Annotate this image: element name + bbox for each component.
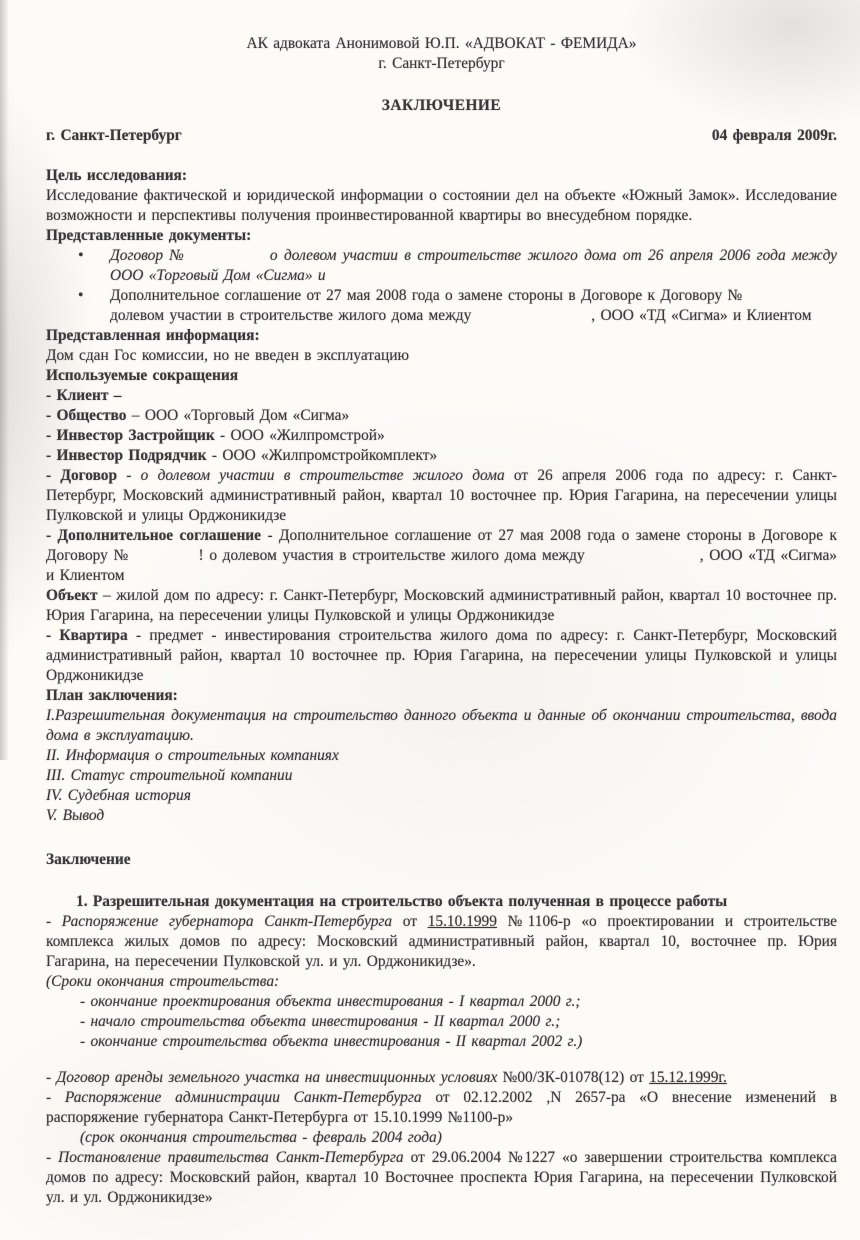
abbr-investor-developer [46, 426, 837, 446]
documents-list [46, 246, 837, 326]
abbr-definition: - ООО «Жилпромстрой» [214, 427, 385, 444]
letterhead-firm: АК адвоката Анонимовой Ю.П. «АДВОКАТ - ФЕМИДА» [246, 35, 637, 52]
reference-text: от 29.06.2004 №1227 «о завершении строительства комплекса домов по адресу: Московский район, квартал 10 Восточнее проспекта Юрия Гагарина, на пересечении Пулковской ул. и ул. Орджоникидзе» [46, 1149, 837, 1206]
dateline-place: г. Санкт-Петербург [46, 127, 182, 144]
abbr-separator: - [117, 467, 141, 484]
form-blank [129, 558, 199, 560]
abbr-definition: - Дополнительное соглашение от 27 мая 2008 года о замене стороны в Договоре к Договору № [46, 527, 837, 564]
plan-heading: План заключения: [46, 687, 178, 704]
supplement-description-1: Дополнительное соглашение от 27 мая 2008 года о замене стороны в Договоре к Договору № [110, 287, 743, 304]
abbr-kvartira [46, 626, 837, 686]
paragraph-dogovor-arendy [46, 1068, 837, 1088]
completion-term-note: (срок окончания строительства - февраль 2004 года) [80, 1129, 442, 1146]
abbr-object [46, 586, 837, 626]
list-item-supplement [46, 286, 837, 326]
abbr-investor-contractor [46, 446, 837, 466]
terms-intro: (Сроки окончания строительства: [46, 973, 280, 990]
reference-date-underlined: 15.12.1999г. [649, 1069, 727, 1086]
dateline-date: 04 февраля 2009г. [711, 127, 837, 144]
plan-item-5: V. Вывод [46, 807, 105, 824]
supplement-description-2: долевом участии в строительстве жилого дома между [110, 307, 472, 324]
info-body: Дом сдан Гос комиссии, но не введен в эксплуатацию [46, 347, 409, 364]
paragraph-rasporyazhenie-administracii [46, 1088, 837, 1128]
form-blank [471, 318, 591, 320]
plan-item-3: III. Статус строительной компании [46, 767, 293, 784]
abbr-term: - Инвестор Застройщик [46, 427, 215, 444]
reference-number: №00/ЗК-01078(12) от [502, 1069, 650, 1086]
reference-date-underlined: 15.10.1999 [427, 913, 497, 930]
paragraph-rasporyazhenie-gubernatora [46, 912, 837, 972]
abbr-term: Объект [46, 587, 98, 604]
form-blank [185, 258, 270, 260]
documents-heading: Представленные документы: [46, 227, 252, 244]
abbr-society [46, 406, 837, 426]
abbr-term: - Инвестор Подрядчик [46, 447, 207, 464]
reference-text: от [392, 913, 428, 930]
abbr-term: - Общество [46, 407, 127, 424]
abbr-definition: - ООО «Жилпромстройкомплект» [206, 447, 438, 464]
term-item-2: - начало строительства объекта инвестирования - II квартал 2000 г.; [80, 1013, 561, 1030]
contract-description: о долевом участии в строительстве жилого дома от 26 апреля 2006 года между ООО «Торговый Дом «Сигма» и [110, 247, 837, 284]
supplement-description-3: , ООО «ТД «Сигма» и Клиентом [591, 307, 812, 324]
abbr-term: - Клиент – [46, 387, 122, 404]
document-reference: - Распоряжение администрации Санкт-Петербурга [46, 1089, 422, 1106]
abbreviations-heading: Используемые сокращения [46, 367, 239, 384]
abbr-definition: – жилой дом по адресу: г. Санкт-Петербург, Московский административный район, квартал 10 восточнее пр. Юрия Гагарина, на пересечении улицы Пулковской и улицы Орджоникидзе [46, 587, 837, 624]
paragraph-postanovlenie [46, 1148, 837, 1208]
reference-text: от 02.12.2002 ,N 2657-ра «О внесение изменений в распоряжение губернатора Санкт-Петербурга от 15.10.1999 №1100-р» [46, 1089, 837, 1126]
document-reference: - Постановление правительства Санкт-Петербурга [46, 1149, 404, 1166]
document-title: ЗАКЛЮЧЕНИЕ [381, 97, 502, 114]
term-item-3: - окончание строительства объекта инвестирования - II квартал 2002 г.) [80, 1033, 583, 1050]
purpose-body: Исследование фактической и юридической информации о состоянии дел на объекте «Южный Замок». Исследование возможности и перспективы получения проинвестированной квартиры во внесудебном порядке. [46, 187, 837, 224]
dateline [46, 126, 837, 146]
plan-item-1: I.Разрешительная документация на строительство данного объекта и данные об окончании строительства, ввода дома в эксплуатацию. [46, 707, 837, 744]
abbr-client [46, 386, 837, 406]
abbr-definition-italic: о долевом участии в строительстве жилого дома [140, 467, 505, 484]
plan-item-4: IV. Судебная история [46, 787, 191, 804]
term-item-1: - окончание проектирования объекта инвестирования - I квартал 2000 г.; [80, 993, 581, 1010]
reference-text: №1106-р «о проектировании и строительстве комплекса жилых домов по адресу: Московский административный район, квартал 10, восточнее пр. Юрия Гагарина, на пересечении Пулковской ул. и ул. Орджоникидзе». [46, 913, 838, 970]
purpose-heading: Цель исследования: [46, 167, 188, 184]
info-heading: Представленная информация: [46, 327, 260, 344]
document-reference: - Договор аренды земельного участка на инвестиционных условиях [46, 1069, 503, 1086]
conclusion-heading: Заключение [46, 851, 131, 868]
abbr-definition: – ООО «Торговый Дом «Сигма» [126, 407, 350, 424]
abbr-term: - Дополнительное соглашение [46, 527, 262, 544]
plan-item-2: II. Информация о строительных компаниях [46, 747, 339, 764]
abbr-definition: , ООО «ТД «Сигма» и Клиентом [46, 547, 837, 584]
abbr-definition: от 26 апреля 2006 года по адресу: г. Санкт-Петербург, Московский административный район, квартал 10 восточнее пр. Юрия Гагарина, на пересечении улицы Пулковской и улицы Орджоникидзе [46, 467, 838, 524]
form-blank [585, 558, 700, 560]
abbr-definition: ! о долевом участия в строительстве жилого дома между [198, 547, 585, 564]
abbr-term: - Договор [46, 467, 118, 484]
contract-number-label: Договор № [110, 247, 185, 264]
abbr-dogovor [46, 466, 837, 526]
document-reference: - Распоряжение губернатора Санкт-Петербурга [46, 913, 393, 930]
abbr-dopsoglashenie [46, 526, 837, 586]
letterhead-city: г. Санкт-Петербург [378, 55, 505, 72]
abbr-definition: - предмет - инвестирования строительства жилого дома по адресу: г. Санкт-Петербург, Московский административный район, квартал 10 восточнее пр. Юрия Гагарина, на пересечении улицы Пулковской и улицы Орджоникидзе [46, 627, 837, 684]
list-item-contract [46, 246, 837, 286]
section-1-title: 1. Разрешительная документация на строительство объекта полученная в процессе работы [76, 893, 728, 910]
letterhead [46, 34, 837, 74]
abbr-term: - Квартира [46, 627, 128, 644]
